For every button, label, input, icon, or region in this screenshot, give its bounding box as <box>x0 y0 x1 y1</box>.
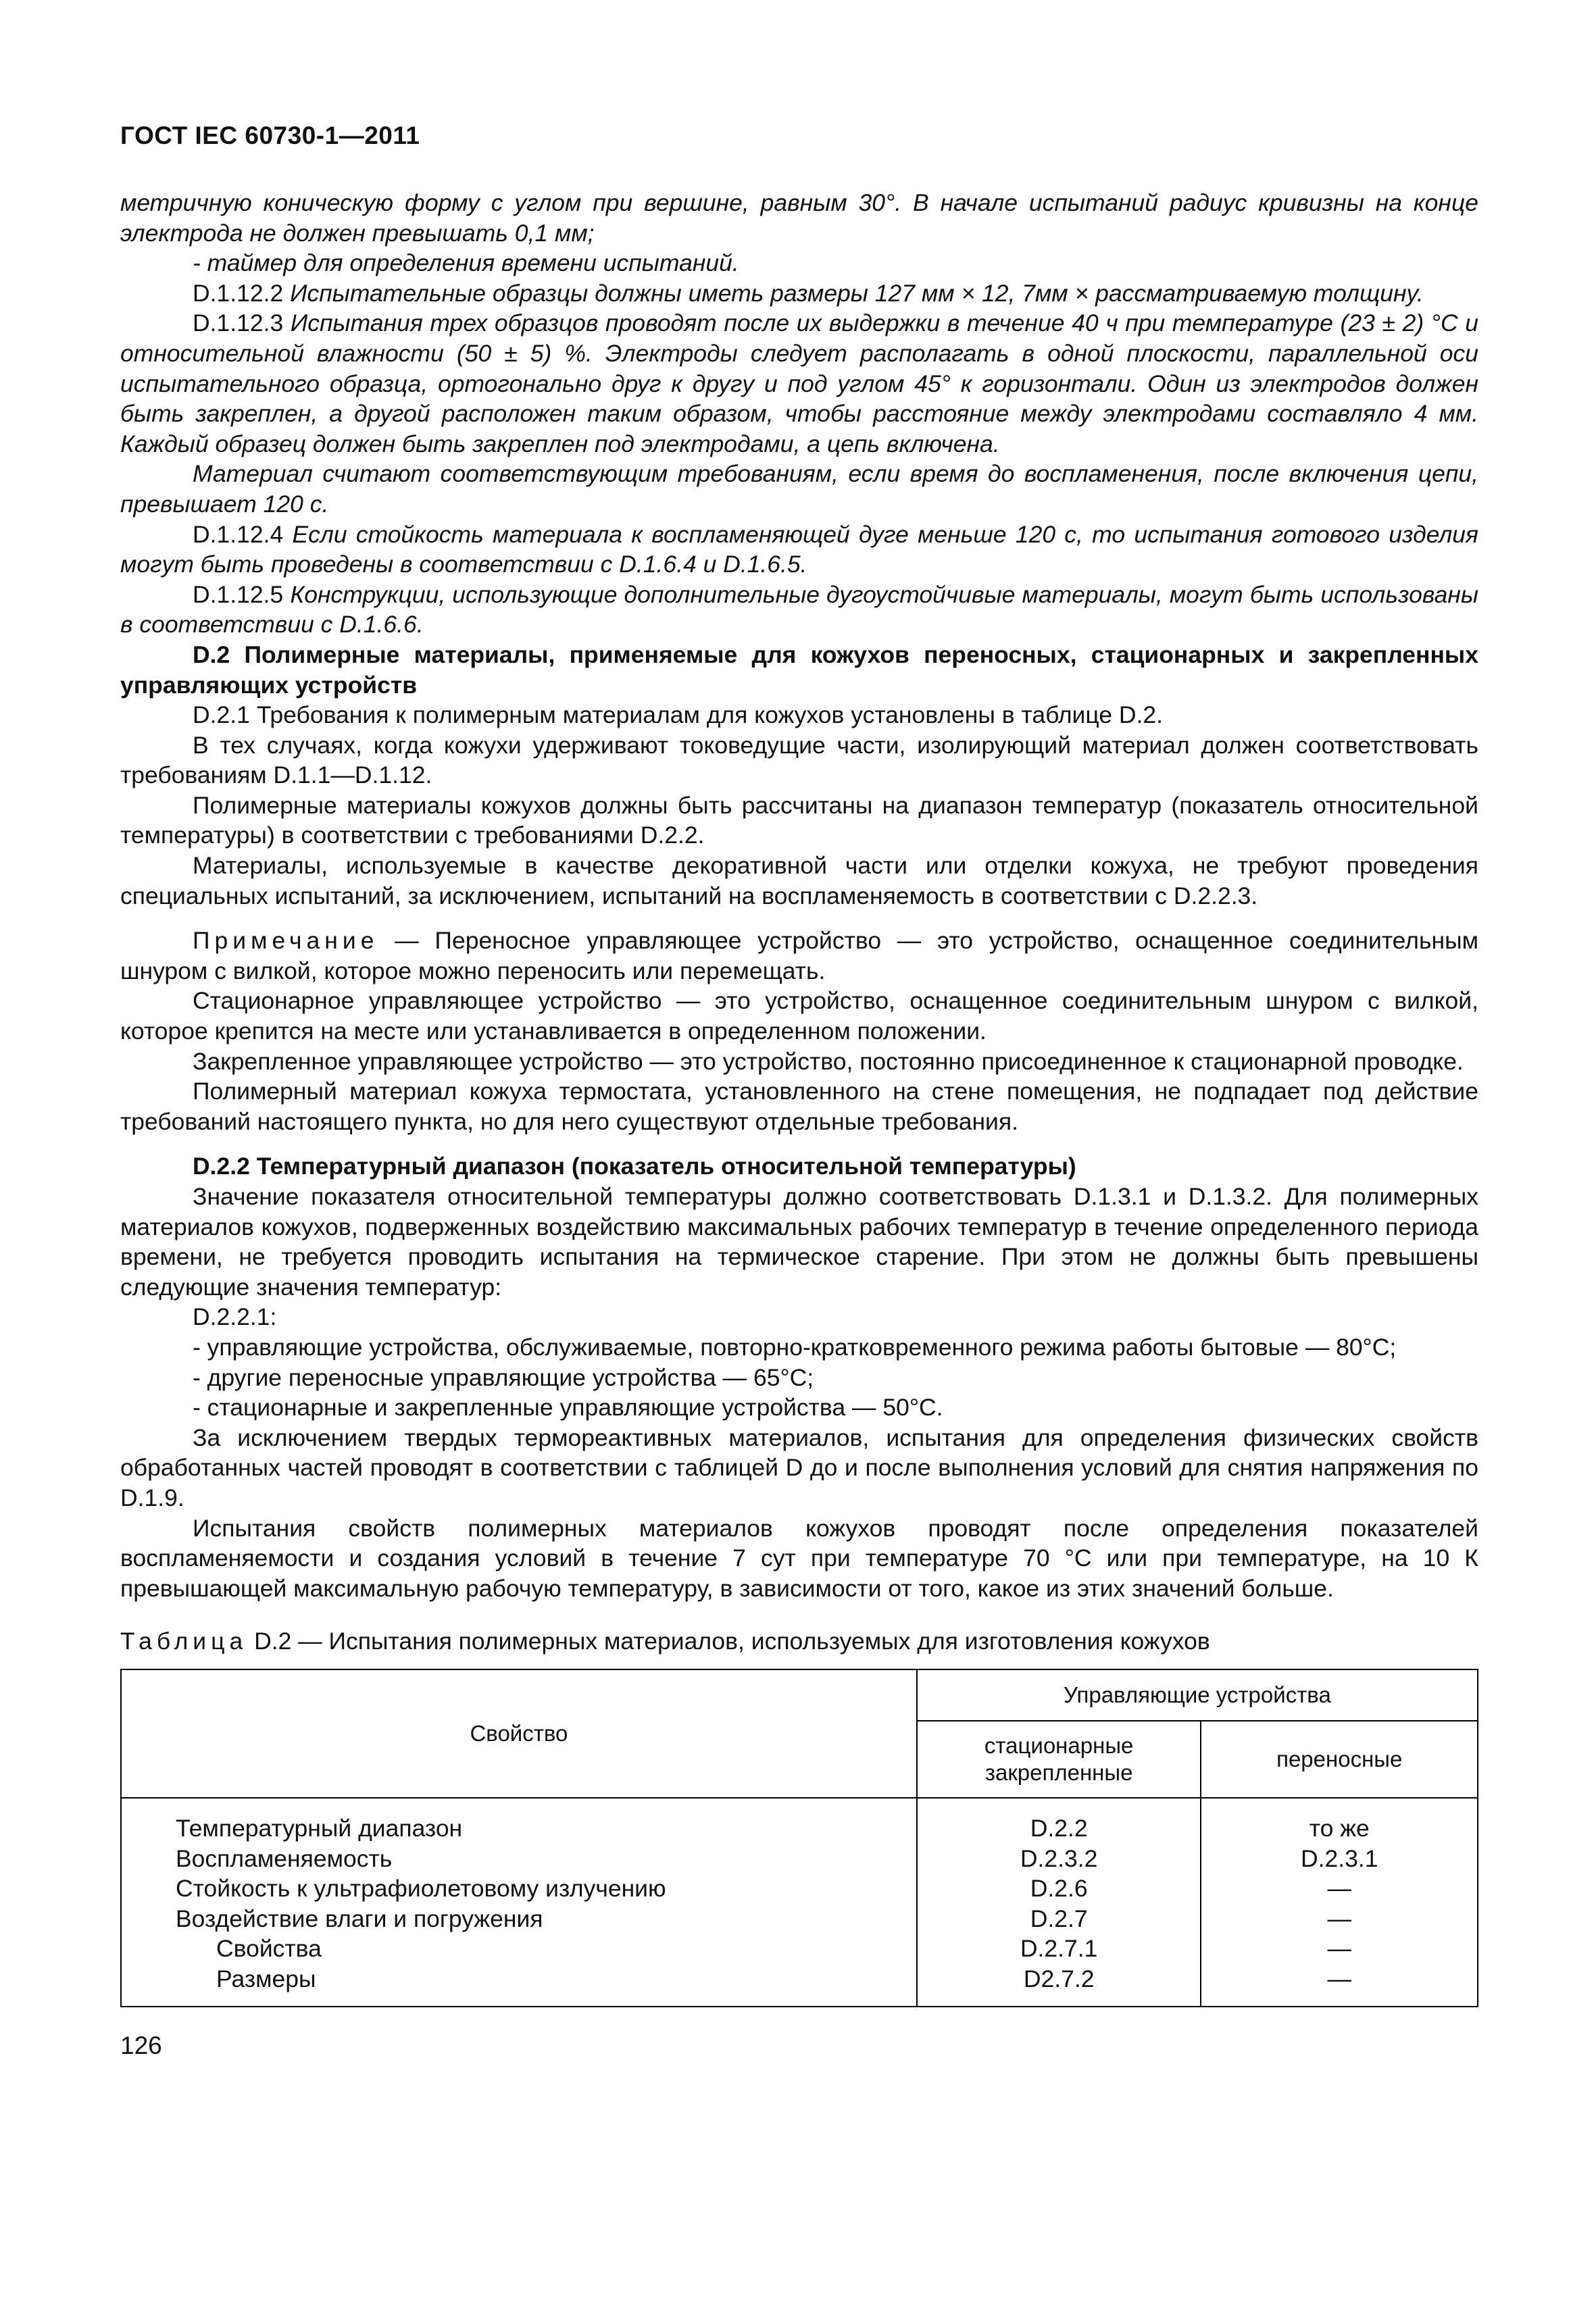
section-heading: D.2 Полимерные материалы, применяемые для кожухов переносных, стационарных и закрепленных управляющих устройств <box>120 640 1478 699</box>
clause-number: D.1.12.5 <box>193 580 284 608</box>
clause-number: D.1.12.2 <box>193 279 284 307</box>
table-caption-label: Таблица <box>120 1628 248 1655</box>
table-cell: Воздействие влаги и погружения <box>176 1905 543 1932</box>
table-cell: — <box>1327 1875 1351 1903</box>
paragraph: Значение показателя относительной температуры должно соответствовать D.1.3.1 и D.1.3.2. Для полимерных материалов кожухов, подверженных воздействию максимальных рабочих температур в течение определенного периода времени, не требуется проводить испытания на термическое старение. При этом не должны быть превышены следующие значения температур: <box>120 1183 1478 1301</box>
table-cell: D.2.2 <box>1030 1814 1088 1842</box>
header-stationary: стационарные закрепленные <box>917 1721 1201 1798</box>
table-cell: D.2.3.2 <box>1020 1844 1098 1872</box>
table-cell: Размеры <box>216 1965 316 1992</box>
header-control-devices: Управляющие устройства <box>917 1669 1478 1721</box>
paragraph <box>120 308 1478 459</box>
clause-text: Испытания трех образцов проводят после их выдержки в течение 40 ч при температуре (23 ± 2) °С и относительной влажности (50 ± 5) %. Электроды следует располагать в одной плоскости, параллельной оси испытательного образца, ортогонально друг к другу и под углом 45° к горизонтали. Один из электродов должен быть закреплен, а другой расположен таким образом, чтобы расстояние между электродами составляло 4 мм. Каждый образец должен быть закреплен под электродами, а цепь включена. <box>120 309 1478 457</box>
paragraph <box>120 278 1478 309</box>
header-property: Свойство <box>121 1669 917 1798</box>
table-cell: Свойства <box>216 1935 322 1963</box>
table-caption-text: D.2 — Испытания полимерных материалов, используемых для изготовления кожухов <box>247 1628 1210 1655</box>
properties-table <box>120 1669 1478 2008</box>
table-cell: то же <box>1309 1814 1370 1842</box>
table-caption <box>120 1626 1478 1657</box>
list-item: - управляющие устройства, обслуживаемые, повторно-кратковременного режима работы бытовые — 80°С; <box>193 1333 1397 1361</box>
paragraph: Материалы, используемые в качестве декоративной части или отделки кожуха, не требуют проведения специальных испытаний, за исключением, испытаний на воспламеняемость в соответствии с D.2.2.3. <box>120 852 1478 909</box>
table-cell: D2.7.2 <box>1023 1965 1095 1992</box>
paragraph: метричную коническую форму с углом при вершине, равным 30°. В начале испытаний радиус кривизны на конце электрода не должен превышать 0,1 мм; <box>120 189 1478 247</box>
table-cell: D.2.6 <box>1030 1875 1088 1903</box>
paragraph: D.2.1 Требования к полимерным материалам для кожухов установлены в таблице D.2. <box>193 701 1164 729</box>
clause-number: D.1.12.4 <box>193 520 284 548</box>
clause-text: Конструкции, использующие дополнительные дугоустойчивые материалы, могут быть использованы в соответствии с D.1.6.6. <box>120 580 1478 638</box>
paragraph: - таймер для определения времени испытаний. <box>193 249 739 277</box>
page-number: 126 <box>120 2032 162 2060</box>
paragraph: Испытания свойств полимерных материалов кожухов проводят после определения показателей воспламеняемости и создания условий в течение 7 сут при температуре 70 °С или при температуре, на 10 К превышающей максимальную рабочую температуру, в зависимости от того, какое из этих значений больше. <box>120 1514 1478 1602</box>
paragraph: Материал считают соответствующим требованиям, если время до воспламенения, после включения цепи, превышает 120 с. <box>120 460 1478 518</box>
document-header: ГОСТ IEC 60730-1—2011 <box>120 122 420 149</box>
note-label: Примечание <box>193 927 379 955</box>
paragraph <box>120 520 1478 580</box>
stationary-column <box>917 1798 1201 2007</box>
property-column <box>121 1798 917 2007</box>
document-page <box>120 122 1478 2060</box>
table-cell: Температурный диапазон <box>176 1814 463 1842</box>
portable-column <box>1201 1798 1478 2007</box>
paragraph <box>120 580 1478 640</box>
clause-number: D.1.12.3 <box>193 309 284 337</box>
note-paragraph: Стационарное управляющее устройство — это устройство, оснащенное соединительным шнуром с вилкой, которое крепится на месте или устанавливается в определенном положении. <box>120 987 1478 1045</box>
note-text: — Переносное управляющее устройство — это устройство, оснащенное соединительным шнуром с вилкой, которое можно переносить или перемещать. <box>120 927 1478 984</box>
clause-text: Если стойкость материала к воспламеняющей дуге меньше 120 с, то испытания готового изделия могут быть проведены в соответствии с D.1.6.4 и D.1.6.5. <box>120 520 1478 578</box>
table-cell: — <box>1327 1905 1351 1932</box>
note <box>120 926 1478 986</box>
paragraph: Полимерные материалы кожухов должны быть рассчитаны на диапазон температур (показатель относительной температуры) в соответствии с требованиями D.2.2. <box>120 791 1478 849</box>
table-cell: D.2.3.1 <box>1301 1844 1378 1872</box>
note-paragraph: Закрепленное управляющее устройство — это устройство, постоянно присоединенное к стационарной проводке. <box>193 1047 1464 1075</box>
note-paragraph: Полимерный материал кожуха термостата, установленного на стене помещения, не подпадает под действие требований настоящего пункта, но для него существуют отдельные требования. <box>120 1078 1478 1135</box>
table-cell: — <box>1327 1935 1351 1963</box>
list-item: - стационарные и закрепленные управляющие устройства — 50°С. <box>193 1394 943 1422</box>
paragraph: В тех случаях, когда кожухи удерживают токоведущие части, изолирующий материал должен соответствовать требованиям D.1.1—D.1.12. <box>120 731 1478 789</box>
table-cell: — <box>1327 1965 1351 1992</box>
list-item: - другие переносные управляющие устройства — 65°С; <box>193 1363 814 1391</box>
section-heading: D.2.2 Температурный диапазон (показатель относительной температуры) <box>193 1153 1076 1180</box>
table-cell: D.2.7 <box>1030 1905 1088 1932</box>
header-portable: переносные <box>1201 1721 1478 1798</box>
table-cell: Воспламеняемость <box>176 1844 393 1872</box>
clause-text: Испытательные образцы должны иметь размеры 127 мм × 12, 7мм × рассматриваемую толщину. <box>290 279 1424 307</box>
table-cell: D.2.7.1 <box>1020 1935 1098 1963</box>
table-cell: Стойкость к ультрафиолетовому излучению <box>176 1875 666 1903</box>
paragraph: За исключением твердых термореактивных материалов, испытания для определения физических свойств обработанных частей проводят в соответствии с таблицей D до и после выполнения условий для снятия напряжения по D.1.9. <box>120 1424 1478 1511</box>
paragraph: D.2.2.1: <box>193 1303 277 1331</box>
